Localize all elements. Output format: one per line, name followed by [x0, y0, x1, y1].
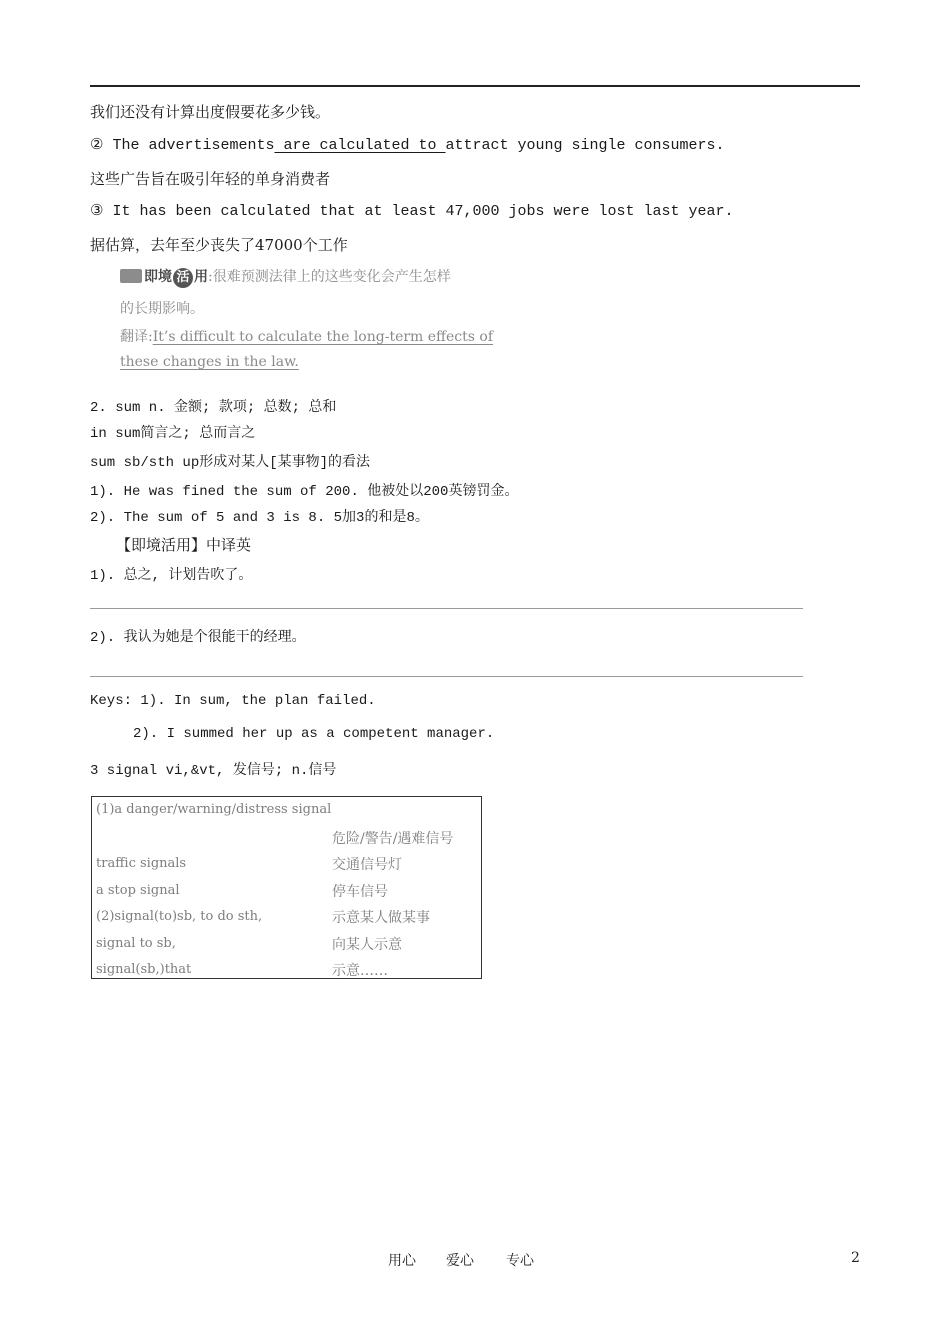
footer-motto-2: 爱心	[446, 1253, 474, 1269]
table-cell-zh: 向某人示意	[332, 937, 402, 953]
sum-question-2: 2). 我认为她是个很能干的经理。	[90, 630, 306, 646]
table-cell-zh: 危险/警告/遇难信号	[332, 831, 454, 847]
table-cell-zh: 停车信号	[332, 884, 388, 900]
practice-answer-line1	[120, 326, 493, 346]
footer-motto-1: 用心	[388, 1253, 416, 1269]
practice-answer-b: these changes in the law.	[120, 354, 299, 370]
table-cell-zh: 示意……	[332, 963, 388, 979]
practice-prompt-a: :很难预测法律上的这些变化会产生怎样	[208, 269, 451, 285]
signal-table	[91, 796, 482, 979]
sum-heading: 2. sum n. 金额; 款项; 总数; 总和	[90, 400, 337, 416]
answer-line-2	[90, 676, 803, 677]
footer-motto-3: 专心	[506, 1253, 534, 1269]
example-text-pre: The advertisements	[103, 137, 275, 154]
practice-box	[120, 262, 540, 380]
example-sentence-2	[90, 135, 725, 154]
table-cell-en: signal to sb,	[96, 936, 176, 951]
sum-phrase-1: in sum简言之; 总而言之	[90, 426, 256, 442]
example-sentence-3: ③ It has been calculated that at least 47,000 jobs were lost last year.	[90, 203, 734, 220]
header-rule	[90, 85, 860, 87]
chinese-line-3: 这些广告旨在吸引年轻的单身消费者	[90, 170, 331, 188]
answer-line-1	[90, 608, 803, 609]
chinese-line-1: 我们还没有计算出度假要花多少钱。	[90, 103, 331, 121]
practice-tag-pre: 即境	[144, 269, 172, 285]
table-cell-en: (1)a danger/warning/distress signal	[96, 802, 332, 817]
table-cell-en: signal(sb,)that	[96, 962, 192, 977]
circled-number: ②	[90, 137, 104, 154]
chinese-line-5: 据估算，去年至少丧失了47000个工作	[90, 236, 348, 254]
sum-keys-2: 2). I summed her up as a competent manager.	[133, 726, 495, 742]
practice-tag-circle: 活	[173, 268, 193, 288]
practice-answer-a: It’s difficult to calculate the long-term effects of	[152, 329, 493, 345]
table-cell-zh: 交通信号灯	[332, 857, 402, 873]
table-cell-en: traffic signals	[96, 856, 187, 871]
signal-heading: 3 signal vi,&vt, 发信号; n.信号	[90, 763, 337, 779]
sum-keys-1: Keys: 1). In sum, the plan failed.	[90, 693, 376, 709]
chat-icon	[120, 269, 142, 283]
translate-label: 翻译:	[120, 329, 153, 345]
sum-phrase-2: sum sb/sth up形成对某人[某事物]的看法	[90, 455, 371, 471]
sum-example-2: 2). The sum of 5 and 3 is 8. 5加3的和是8。	[90, 510, 429, 526]
practice-tag-post: 用	[194, 269, 208, 285]
practice-prompt-b: 的长期影响。	[120, 301, 204, 317]
table-cell-en: (2)signal(to)sb, to do sth,	[96, 909, 263, 924]
example-text-post: attract young single consumers.	[445, 137, 725, 154]
table-cell-zh: 示意某人做某事	[332, 910, 430, 926]
sum-practice-title: 【即境活用】中译英	[116, 536, 252, 554]
sum-question-1: 1). 总之, 计划告吹了。	[90, 568, 253, 584]
page-number: 2	[851, 1250, 860, 1266]
table-cell-en: a stop signal	[96, 883, 180, 898]
practice-prompt-line1	[120, 266, 451, 288]
example-text-underlined: are calculated to	[274, 137, 446, 154]
sum-example-1: 1). He was fined the sum of 200. 他被处以200英镑罚金。	[90, 484, 519, 500]
